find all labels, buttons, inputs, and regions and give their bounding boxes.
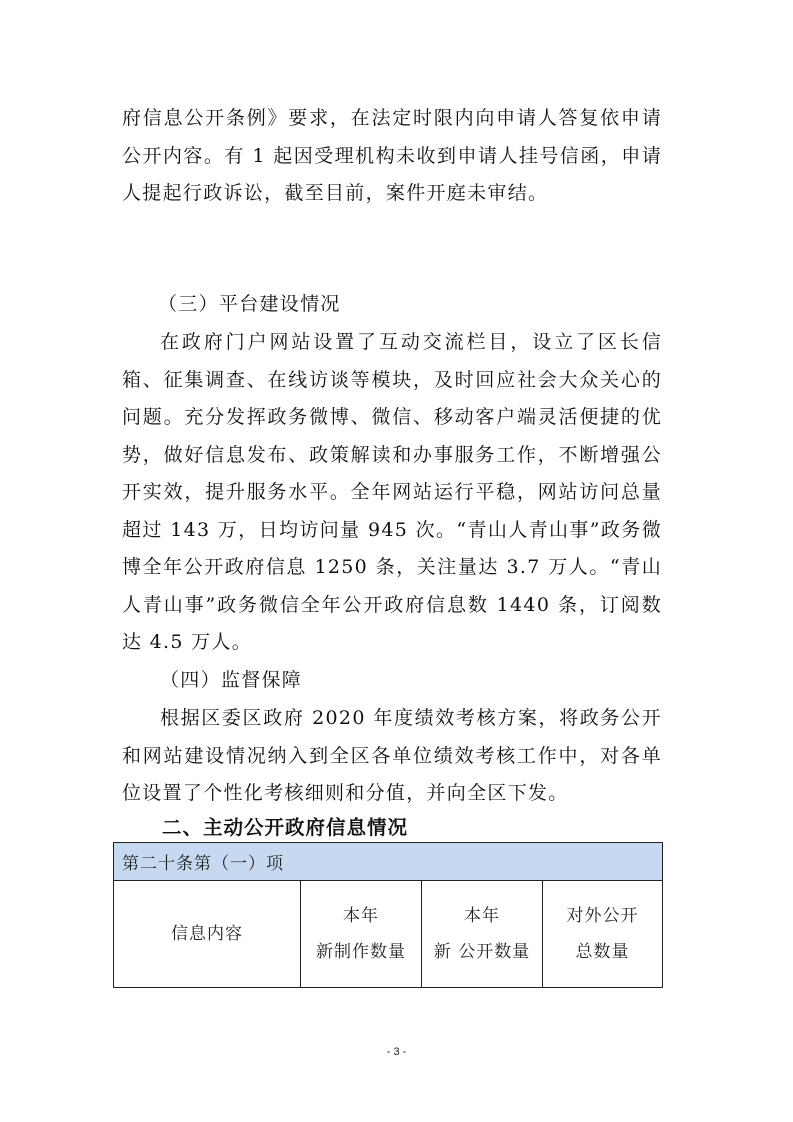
col-new-public bbox=[422, 881, 543, 988]
col-info-content-label: 信息内容 bbox=[171, 924, 243, 944]
col-new-public-line1: 本年 bbox=[464, 906, 500, 926]
supervision-paragraph: 根据区委区政府 2020 年度绩效考核方案，将政务公开和网站建设情况纳入到全区各单位绩效考核工作中，对各单位设置了个性化考核细则和分值，并向全区下发。 bbox=[122, 707, 662, 804]
col-new-made-line2: 新制作数量 bbox=[316, 942, 406, 962]
col-new-public-line2: 新 公开数量 bbox=[433, 942, 531, 962]
table-caption: 第二十条第（一）项 bbox=[114, 843, 663, 881]
intro-paragraph: 府信息公开条例》要求，在法定时限内向申请人答复依申请公开内容。有 1 起因受理机构未收到申请人挂号信函，申请人提起行政诉讼，截至目前，案件开庭未审结。 bbox=[122, 107, 662, 204]
platform-paragraph: 在政府门户网站设置了互动交流栏目，设立了区长信箱、征集调查、在线访谈等模块，及时回应社会大众关心的问题。充分发挥政务微博、微信、移动客户端灵活便捷的优势，做好信息发布、政策解读和办事服务工作，不断增强公开实效，提升服务水平。全年网站运行平稳，网站访问总量超过 143 万，日均访问量 945 次。“青山人青山事”政务微博全年公开政府信息 1250 条，关注量达 3.7 万人。“青山人青山事”政务微信全年公开政府信息数 1440 条，订阅数达 4.5 万人。 bbox=[122, 331, 662, 653]
col-new-made-line1: 本年 bbox=[343, 906, 379, 926]
info-table bbox=[113, 842, 663, 988]
table-header-row bbox=[114, 881, 663, 988]
supervision-heading: （四）监督保障 bbox=[160, 669, 303, 691]
col-total-line1: 对外公开 bbox=[566, 906, 639, 926]
col-total-line2: 总数量 bbox=[575, 942, 630, 962]
section-heading: 二、主动公开政府信息情况 bbox=[162, 816, 409, 839]
platform-heading: （三）平台建设情况 bbox=[158, 293, 341, 315]
col-total bbox=[543, 881, 663, 988]
page-number: - 3 - bbox=[386, 1046, 407, 1058]
col-new-made bbox=[301, 881, 422, 988]
col-info-content bbox=[114, 881, 301, 988]
table-caption-row bbox=[114, 843, 663, 881]
